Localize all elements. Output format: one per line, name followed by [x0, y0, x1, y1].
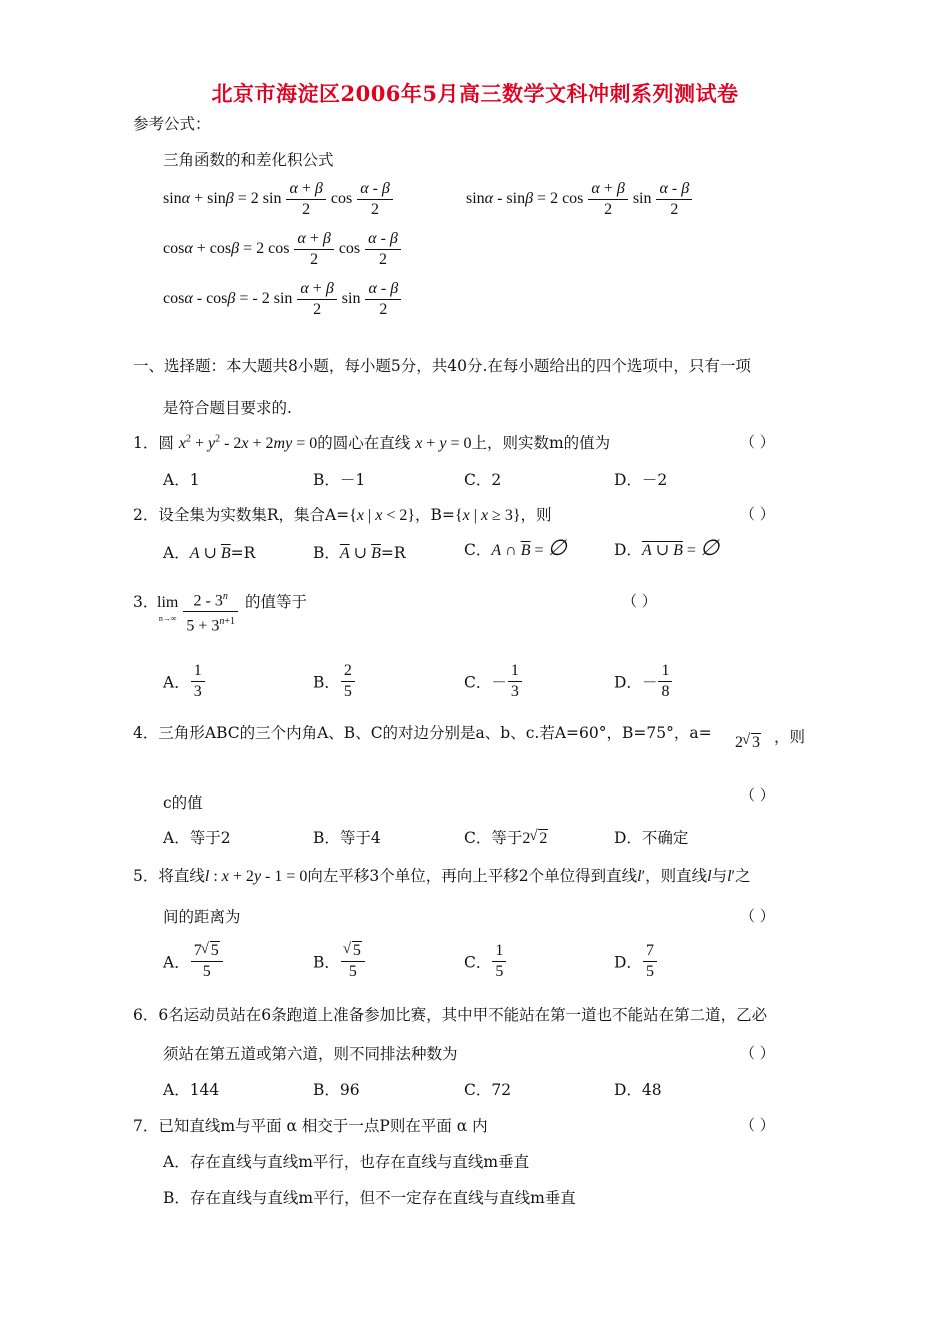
q2-option-c: C．A ∩ $\overline{B}$ = ∅ [464, 536, 567, 561]
q4-option-c: C．等于2 √ 2 [464, 826, 548, 848]
q4-value-a: 2 √ 3 [735, 734, 761, 752]
q2-option-a: A．A ∪ $\overline{B}=R$ [163, 544, 256, 562]
question-5-line2: 间的距离为 [163, 908, 241, 926]
question-5: 5．将直线l : x + 2y - 1 = 0向左平移3个单位，再向上平移2个单位得到直线l′，则直线l与l′之 [133, 867, 751, 885]
q6-option-b: B．96 [313, 1081, 360, 1099]
answer-blank-3: （ ） [622, 592, 657, 610]
formula-cos-plus: cosα + cosβ = 2 cos $\frac{\alpha + \beta}{2}$ cos $\frac{\alpha - \beta}{2}$ [163, 230, 402, 269]
q6-option-a: A．144 [163, 1081, 220, 1099]
formula-sin-plus: sinα + sinβ = 2 sin $\frac{\alpha + \beta}{2}$ cos $\frac{\alpha - \beta}{2}$ [163, 180, 394, 219]
question-4-tail: ，则 [774, 728, 806, 746]
q6-option-c: C．72 [464, 1081, 512, 1099]
q3-option-b: B． $\frac{2}{5}$ [313, 662, 356, 701]
q4-option-a: A．等于2 [163, 829, 231, 847]
q1-option-d: D．－2 [614, 471, 668, 489]
reference-label: 参考公式： [133, 115, 211, 133]
q3-option-d: D．－ $\frac{1}{8}$ [614, 662, 673, 701]
page-title: 北京市海淀区2006年5月高三数学文科冲刺系列测试卷 [211, 81, 739, 106]
q6-option-d: D．48 [614, 1081, 662, 1099]
answer-blank-2: （ ） [740, 505, 775, 523]
answer-blank-6: （ ） [740, 1044, 775, 1062]
answer-blank-5: （ ） [740, 907, 775, 925]
reference-subtitle: 三角函数的和差化积公式 [163, 151, 334, 169]
question-4: 4．三角形ABC的三个内角A、B、C的对边分别是a、b、c.若A=60°，B=75°，a= [133, 724, 712, 742]
q1-option-a: A．1 [163, 471, 200, 489]
q3-option-c: C．－ $\frac{1}{3}$ [464, 662, 523, 701]
q4-option-b: B．等于4 [313, 829, 381, 847]
answer-blank-1: （ ） [740, 433, 775, 451]
question-1: 1．圆 $x^2 + y^2 - 2x + 2my = 0$的圆心在直线 x + y = 0上，则实数m的值为 [133, 433, 611, 452]
q5-option-b: B． √ $\frac{5}{5}$ [313, 942, 366, 981]
q5-option-d: D． $\frac{7}{5}$ [614, 942, 658, 981]
section-header: 一、选择题：本大题共8小题，每小题5分，共40分.在每小题给出的四个选项中，只有一项 [133, 357, 751, 375]
answer-blank-7: （ ） [740, 1116, 775, 1134]
q5-option-c: C． $\frac{1}{5}$ [464, 942, 507, 981]
question-6-line2: 须站在第五道或第六道，则不同排法种数为 [163, 1045, 458, 1063]
question-3-number: 3． [133, 593, 159, 611]
question-7: 7．已知直线m与平面 α 相交于一点P则在平面 α 内 [133, 1117, 488, 1135]
formula-sin-minus: sinα - sinβ = 2 cos $\frac{\alpha + \beta}{2}$ sin $\frac{\alpha - \beta}{2}$ [466, 180, 693, 219]
section-header-cont: 是符合题目要求的. [163, 399, 292, 417]
answer-blank-4: （ ） [740, 786, 775, 804]
q1-option-c: C．2 [464, 471, 502, 489]
question-4-line2: c的值 [163, 794, 203, 812]
q4-option-d: D．不确定 [614, 829, 689, 847]
formula-cos-minus: cosα - cosβ = - 2 sin $\frac{\alpha + \beta}{2}$ sin $\frac{\alpha - \beta}{2}$ [163, 280, 402, 319]
question-6: 6．6名运动员站在6条跑道上准备参加比赛，其中甲不能站在第一道也不能站在第二道，乙必 [133, 1006, 768, 1024]
q2-option-b: B．$\overline{A}$ ∪ $\overline{B}=R$ [313, 544, 406, 562]
q7-option-a: A．存在直线与直线m平行，也存在直线与直线m垂直 [163, 1153, 530, 1171]
question-3-text: 的值等于 [245, 593, 308, 611]
question-2: 2．设全集为实数集R，集合A={x | x < 2}，B={x | x ≥ 3}，则 [133, 506, 552, 524]
q5-option-a: A． $\frac{7 √ 5}{5}$ [163, 942, 224, 981]
q1-option-b: B．－1 [313, 471, 366, 489]
q7-option-b: B．存在直线与直线m平行，但不一定存在直线与直线m垂直 [163, 1189, 576, 1207]
q2-option-d: D．A ∪ B = ∅ [614, 536, 720, 561]
q3-option-a: A． $\frac{1}{3}$ [163, 662, 206, 701]
question-3-limit: lim $^{n\to\infty}$ $\frac{2 - 3^n}{5 + 3^{n+1}}$ [157, 588, 239, 636]
